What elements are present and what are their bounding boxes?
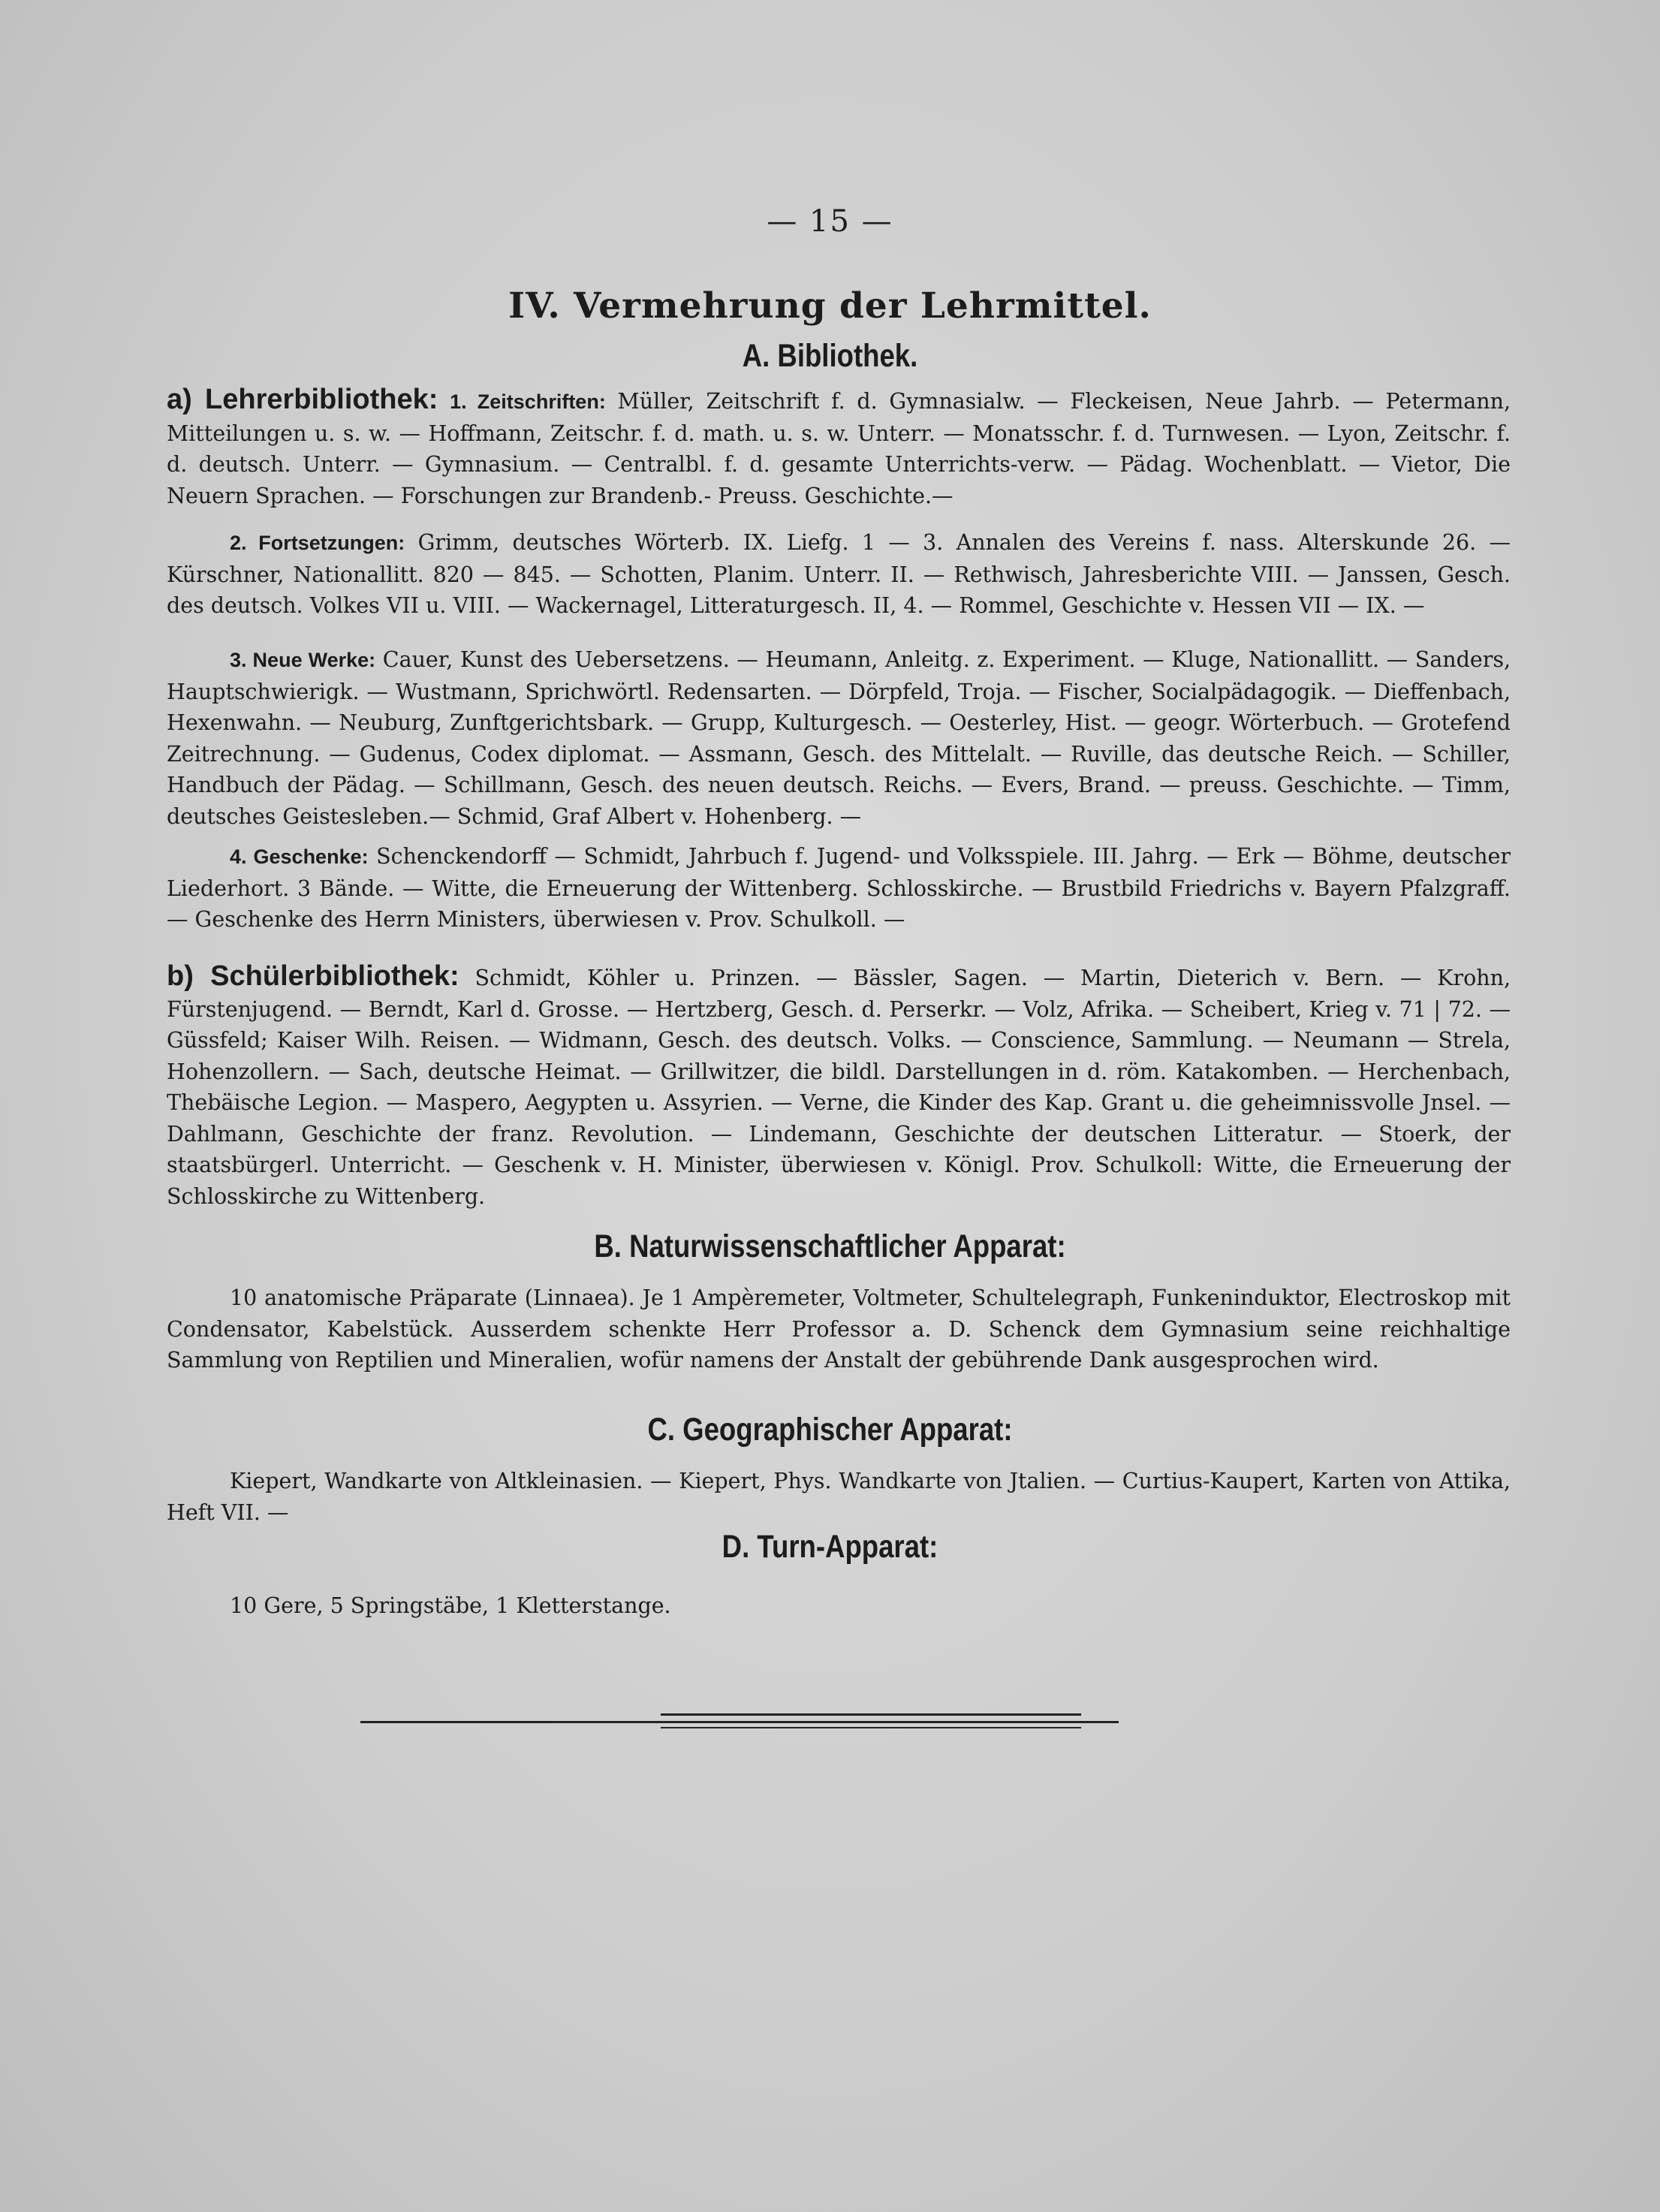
closing-rule-accent <box>661 1713 1081 1716</box>
turn-heading: D. Turn-Apparat: <box>722 1529 938 1565</box>
lehrer-zeitschriften <box>167 384 1511 511</box>
neue-werke-label: 3. Neue Werke: <box>230 649 376 671</box>
turn-text: 10 Gere, 5 Springstäbe, 1 Kletterstange. <box>230 1593 671 1618</box>
geschenke-text: Schenckendorff — Schmidt, Jahrbuch f. Jugend- und Volksspiele. III. Jahrg. — Erk — Böhme, deutscher Liederhort. 3 Bände. — Witte, die Erneuerung der Wittenberg. Schlosskirche. — Brustbild Friedrichs v. Bayern Pfalzgraff. — Geschenke des Herrn Ministers, überwiesen v. Prov. Schulkoll. — <box>167 844 1511 932</box>
lehrer-neue-werke <box>167 644 1511 832</box>
geo-text: Kiepert, Wandkarte von Altkleinasien. — Kiepert, Phys. Wandkarte von Jtalien. — Curtius-Kaupert, Karten von Attika, Heft VII. — <box>167 1469 1511 1525</box>
lehrer-label: a) Lehrerbibliothek: <box>167 384 438 415</box>
page-number: — 15 — <box>767 204 893 239</box>
schueler-bibliothek <box>167 961 1511 1212</box>
closing-rule-bottom <box>661 1727 1081 1728</box>
zeitschriften-label: 1. Zeitschriften: <box>450 390 606 413</box>
schueler-label: b) Schülerbibliothek: <box>167 960 459 992</box>
lehrer-fortsetzungen <box>167 527 1511 622</box>
fortsetzungen-label: 2. Fortsetzungen: <box>230 532 405 554</box>
geschenke-label: 4. Geschenke: <box>230 845 369 868</box>
bibliothek-heading: A. Bibliothek. <box>742 338 918 374</box>
natur-heading: B. Naturwissenschaftlicher Apparat: <box>594 1228 1066 1264</box>
lehrer-geschenke <box>167 841 1511 936</box>
schueler-text: Schmidt, Köhler u. Prinzen. — Bässler, Sagen. — Martin, Dieterich v. Bern. — Krohn, Fürstenjugend. — Berndt, Karl d. Grosse. — Hertzberg, Gesch. d. Perserkr. — Volz, Afrika. — Scheibert, Krieg v. 71 | 72. — Güssfeld; Kaiser Wilh. Reisen. — Widmann, Gesch. des deutsch. Volks. — Conscience, Sammlung. — Neumann — Strela, Hohenzollern. — Sach, deutsche Heimat. — Grillwitzer, die bildl. Darstellungen in d. röm. Katakomben. — Herchenbach, Thebäische Legion. — Maspero, Aegypten u. Assyrien. — Verne, die Kinder des Kap. Grant u. die geheimnissvolle Jnsel. — Dahlmann, Geschichte der franz. Revolution. — Lindemann, Geschichte der deutschen Litteratur. — Stoerk, der staatsbürgerl. Unterricht. — Geschenk v. H. Minister, überwiesen v. Königl. Prov. Schulkoll: Witte, die Erneuerung der Schlosskirche zu Wittenberg. <box>167 966 1511 1209</box>
zeitschriften-text: Müller, Zeitschrift f. d. Gymnasialw. — Fleckeisen, Neue Jahrb. — Petermann, Mitteilungen u. s. w. — Hoffmann, Zeitschr. f. d. math. u. s. w. Unterr. — Monatsschr. f. d. Turnwesen. — Lyon, Zeitschr. f. d. deutsch. Unterr. — Gymnasium. — Centralbl. f. d. gesamte Unterrichts-verw. — Pädag. Wochenblatt. — Vietor, Die Neuern Sprachen. — Forschungen zur Brandenb.- Preuss. Geschichte.— <box>167 389 1511 508</box>
closing-rule-top <box>360 1721 1119 1723</box>
fortsetzungen-text: Grimm, deutsches Wörterb. IX. Liefg. 1 — 3. Annalen des Vereins f. nass. Alterskunde 26. — Kürschner, Nationallitt. 820 — 845. — Schotten, Planim. Unterr. II. — Rethwisch, Jahresberichte VIII. — Janssen, Gesch. des deutsch. Volkes VII u. VIII. — Wackernagel, Litteraturgesch. II, 4. — Rommel, Geschichte v. Hessen VII — IX. — <box>167 530 1511 618</box>
neue-werke-text: Cauer, Kunst des Uebersetzens. — Heumann, Anleitg. z. Experiment. — Kluge, Nationallitt. — Sanders, Hauptschwierigk. — Wustmann, Sprichwörtl. Redensarten. — Dörpfeld, Troja. — Fischer, Socialpädagogik. — Dieffenbach, Hexenwahn. — Neuburg, Zunftgerichtsbark. — Grupp, Kulturgesch. — Oesterley, Hist. — geogr. Wörterbuch. — Grotefend Zeitrechnung. — Gudenus, Codex diplomat. — Assmann, Gesch. des Mittelalt. — Ruville, das deutsche Reich. — Schiller, Handbuch der Pädag. — Schillmann, Gesch. des neuen deutsch. Reichs. — Evers, Brand. — preuss. Geschichte. — Timm, deutsches Geistesleben.— Schmid, Graf Albert v. Hohenberg. — <box>167 647 1511 829</box>
geo-heading: C. Geographischer Apparat: <box>647 1412 1013 1448</box>
section-title: IV. Vermehrung der Lehrmittel. <box>508 285 1152 327</box>
natur-text: 10 anatomische Präparate (Linnaea). Je 1 Ampèremeter, Voltmeter, Schultelegraph, Funkeninduktor, Electroskop mit Condensator, Kabelstück. Ausserdem schenkte Herr Professor a. D. Schenck dem Gymnasium seine reichhaltige Sammlung von Reptilien und Mineralien, wofür namens der Anstalt der gebührende Dank ausgesprochen wird. <box>167 1285 1511 1373</box>
